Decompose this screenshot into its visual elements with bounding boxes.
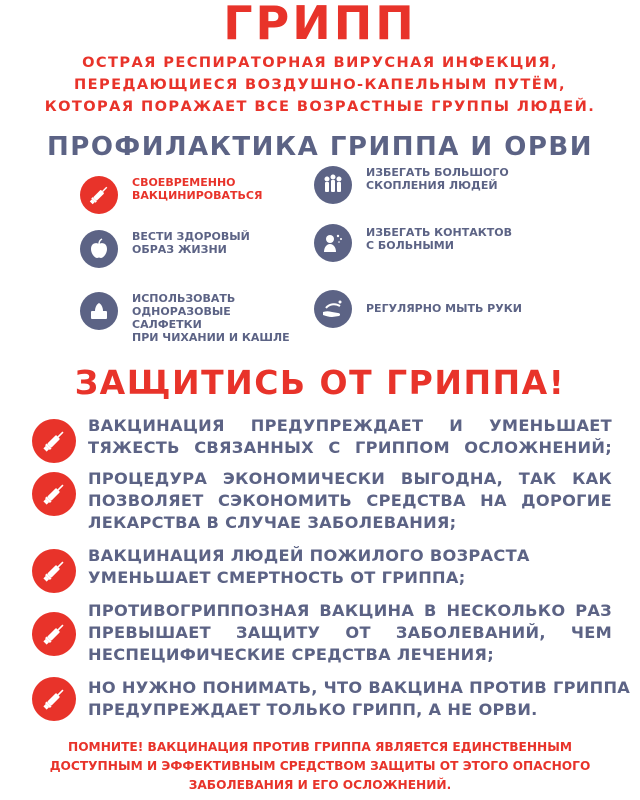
syringe-icon [32,612,76,656]
tip-label: ВЕСТИ ЗДОРОВЫЙ ОБРАЗ ЖИЗНИ [132,230,250,256]
intro-line: ОСТРАЯ РЕСПИРАТОРНАЯ ВИРУСНАЯ ИНФЕКЦИЯ, [82,54,558,71]
tip-label: ИЗБЕГАТЬ БОЛЬШОГО СКОПЛЕНИЯ ЛЮДЕЙ [366,166,509,192]
syringe-icon [32,419,76,463]
apple-icon [80,230,118,268]
intro-line: ПЕРЕДАЮЩИЕСЯ ВОЗДУШНО-КАПЕЛЬНЫМ ПУТЁМ, [74,76,566,93]
tip-vaccinate [80,176,262,214]
tip-label: СВОЕВРЕМЕННО ВАКЦИНИРОВАТЬСЯ [132,176,263,202]
protection-point [32,545,612,593]
syringe-icon [32,472,76,516]
tip-avoid-sick [314,224,512,262]
syringe-icon [80,176,118,214]
syringe-icon [32,677,76,721]
intro-line: КОТОРАЯ ПОРАЖАЕТ ВСЕ ВОЗРАСТНЫЕ ГРУППЫ ЛЮДЕЙ. [44,98,596,115]
tip-label: ИСПОЛЬЗОВАТЬ ОДНОРАЗОВЫЕ САЛФЕТКИ ПРИ ЧИХАНИИ И КАШЛЕ [132,292,290,344]
tip-label: РЕГУЛЯРНО МЫТЬ РУКИ [366,302,522,315]
point-text: ПРОЦЕДУРА ЭКОНОМИЧЕСКИ ВЫГОДНА, ТАК КАК ПОЗВОЛЯЕТ СЭКОНОМИТЬ СРЕДСТВА НА ДОРОГИЕ ЛЕКАРСТВА В СЛУЧАЕ ЗАБОЛЕВАНИЯ; [88,469,612,532]
protection-point [32,677,631,721]
protection-point [32,415,612,463]
intro-text [24,52,616,118]
tip-label: ИЗБЕГАТЬ КОНТАКТОВ С БОЛЬНЫМИ [366,226,512,252]
tip-use-tissues [80,292,290,344]
syringe-icon [32,549,76,593]
point-text: ВАКЦИНАЦИЯ ПРЕДУПРЕЖДАЕТ И УМЕНЬШАЕТ ТЯЖЕСТЬ СВЯЗАННЫХ С ГРИППОМ ОСЛОЖНЕНИЙ; [88,416,612,457]
tip-wash-hands [314,290,522,328]
tissue-box-icon [80,292,118,330]
crowd-icon [314,166,352,204]
poster-title: ГРИПП [223,0,417,50]
point-text: ПРОТИВОГРИППОЗНАЯ ВАКЦИНА В НЕСКОЛЬКО РАЗ ПРЕВЫШАЕТ ЗАЩИТУ ОТ ЗАБОЛЕВАНИЙ, ЧЕМ НЕСПЕЦИФИЧЕСКИЕ СРЕДСТВА ЛЕЧЕНИЯ; [88,601,612,664]
prevention-title: ПРОФИЛАКТИКА ГРИППА И ОРВИ [47,132,593,162]
protection-title: ЗАЩИТИСЬ ОТ ГРИППА! [74,363,566,402]
protection-point [32,600,612,666]
tip-healthy-lifestyle [80,230,250,268]
sick-person-icon [314,224,352,262]
point-text: НО НУЖНО ПОНИМАТЬ, ЧТО ВАКЦИНА ПРОТИВ ГРИППА ПРЕДУПРЕЖДАЕТ ТОЛЬКО ГРИПП, А НЕ ОРВИ. [88,678,631,719]
point-text: ВАКЦИНАЦИЯ ЛЮДЕЙ ПОЖИЛОГО ВОЗРАСТА УМЕНЬШАЕТ СМЕРТНОСТЬ ОТ ГРИППА; [88,546,530,587]
hand-wash-icon [314,290,352,328]
footer-reminder: ПОМНИТЕ! ВАКЦИНАЦИЯ ПРОТИВ ГРИППА ЯВЛЯЕТСЯ ЕДИНСТВЕННЫМ ДОСТУПНЫМ И ЭФФЕКТИВНЫМ СРЕДСТВОМ ЗАЩИТЫ ОТ ЭТОГО ОПАСНОГО ЗАБОЛЕВАНИЯ И ЕГО ОСЛОЖНЕНИЙ. [49,740,591,792]
protection-point [32,468,612,534]
tip-avoid-crowds [314,166,509,204]
